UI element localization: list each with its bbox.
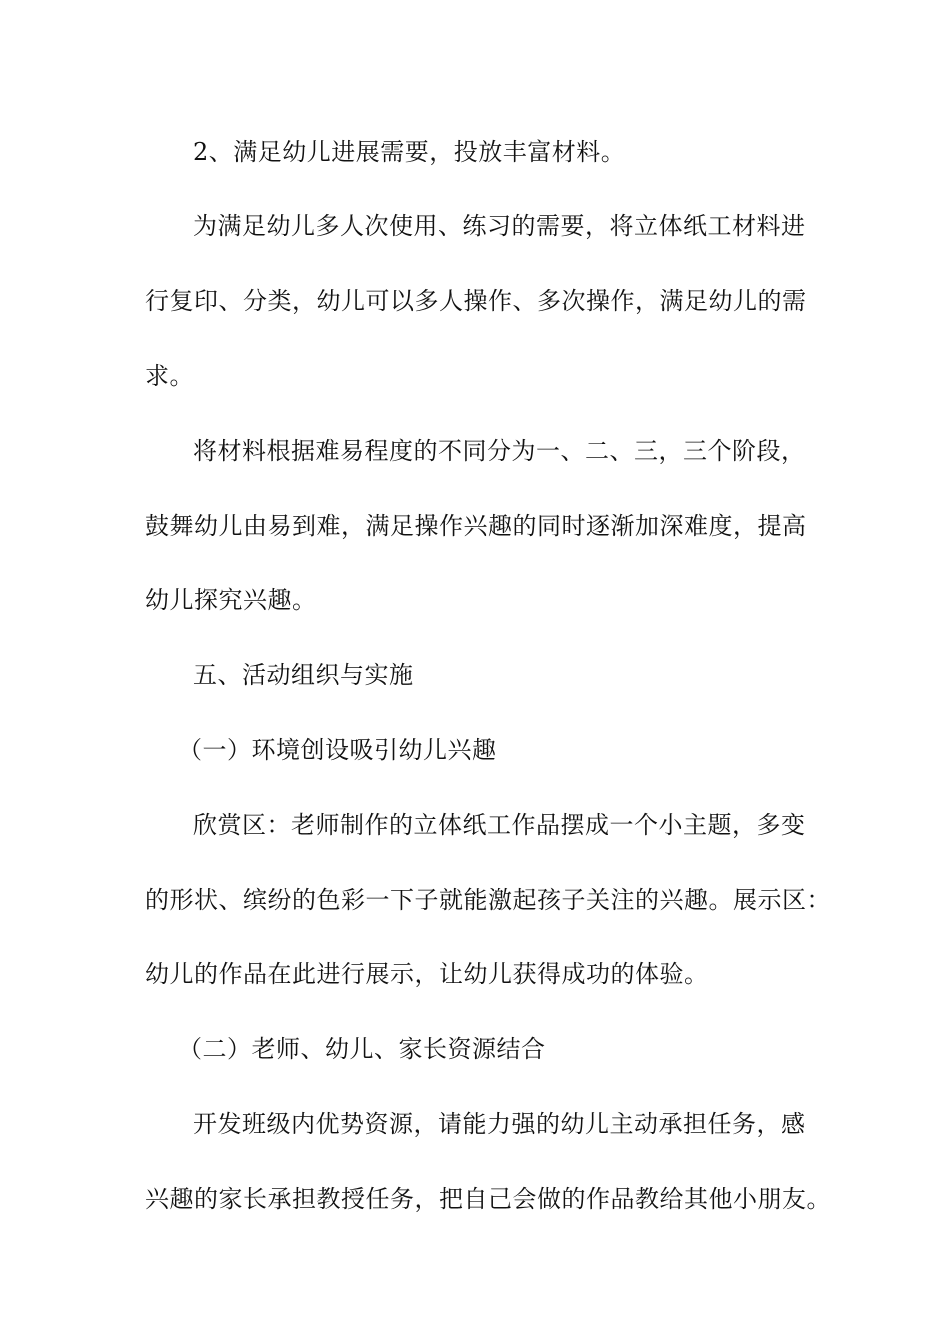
subsection-heading: （一）环境创设吸引幼儿兴趣 <box>178 736 497 764</box>
paragraph-line: 鼓舞幼儿由易到难，满足操作兴趣的同时逐渐加深难度，提高 <box>145 512 807 540</box>
paragraph-line: 为满足幼儿多人次使用、练习的需要，将立体纸工材料进 <box>193 212 806 240</box>
paragraph-line: 求。 <box>145 362 194 390</box>
paragraph-line: 兴趣的家长承担教授任务，把自己会做的作品教给其他小朋友。 <box>145 1185 831 1213</box>
paragraph-line: 行复印、分类，幼儿可以多人操作、多次操作，满足幼儿的需 <box>145 287 807 315</box>
paragraph-line: 开发班级内优势资源，请能力强的幼儿主动承担任务，感 <box>193 1110 806 1138</box>
subsection-heading: （二）老师、幼儿、家长资源结合 <box>178 1035 546 1063</box>
paragraph-heading: 2、满足幼儿进展需要，投放丰富材料。 <box>193 138 626 166</box>
section-heading: 五、活动组织与实施 <box>193 661 414 689</box>
paragraph-line: 幼儿探究兴趣。 <box>145 586 317 614</box>
paragraph-line: 的形状、缤纷的色彩一下子就能激起孩子关注的兴趣。展示区： <box>145 886 831 914</box>
paragraph-line: 将材料根据难易程度的不同分为一、二、三，三个阶段， <box>193 437 806 465</box>
paragraph-line: 幼儿的作品在此进行展示，让幼儿获得成功的体验。 <box>145 960 709 988</box>
paragraph-line: 欣赏区：老师制作的立体纸工作品摆成一个小主题，多变 <box>193 811 806 839</box>
